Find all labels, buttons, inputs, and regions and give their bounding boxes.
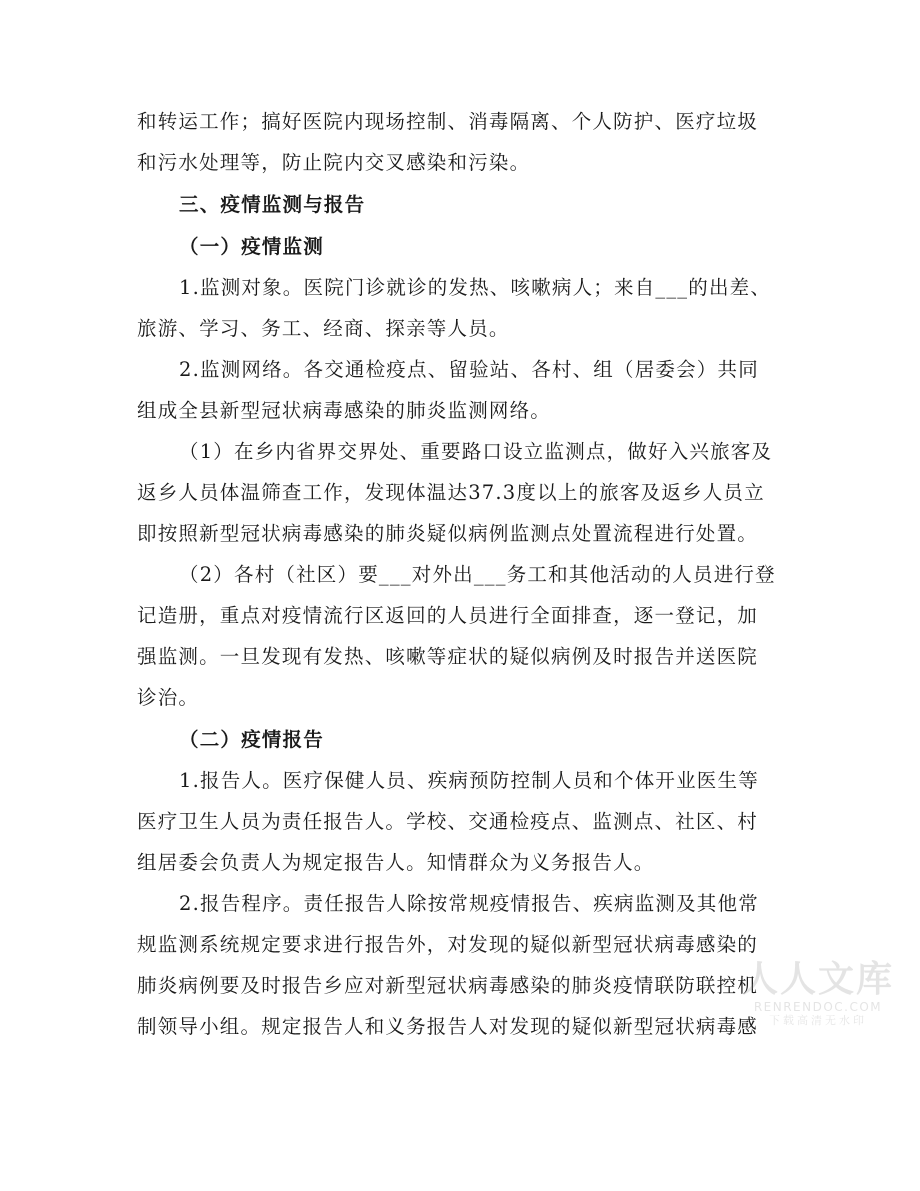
paragraph-line: 和转运工作；搞好医院内现场控制、消毒隔离、个人防护、医疗垃圾	[137, 110, 759, 133]
paragraph-line: 组成全县新型冠状病毒感染的肺炎监测网络。	[137, 399, 552, 422]
watermark-subtitle: 下载高清无水印	[769, 1014, 867, 1027]
watermark-url: RENRENDOC.COM	[753, 1000, 883, 1014]
paragraph-line: 规监测系统规定要求进行报告外，对发现的疑似新型冠状病毒感染的	[137, 933, 759, 956]
paragraph-line: 肺炎病例要及时报告乡应对新型冠状病毒感染的肺炎疫情联防联控机	[137, 974, 759, 997]
paragraph-line: 即按照新型冠状病毒感染的肺炎疑似病例监测点处置流程进行处置。	[137, 522, 759, 545]
paragraph-line: 2.报告程序。责任报告人除按常规疫情报告、疾病监测及其他常	[179, 892, 759, 915]
watermark-logo: 人人文库	[741, 959, 894, 1000]
paragraph-line: 诊治。	[137, 686, 200, 709]
paragraph-line: （2）各村（社区）要___对外出___务工和其他活动的人员进行登	[179, 563, 776, 586]
paragraph-line: 旅游、学习、务工、经商、探亲等人员。	[137, 317, 510, 340]
subsection-heading: （二）疫情报告	[179, 728, 324, 751]
paragraph-line: 1.监测对象。医院门诊就诊的发热、咳嗽病人；来自___的出差、	[179, 276, 772, 299]
watermark	[728, 960, 908, 1050]
paragraph-line: 强监测。一旦发现有发热、咳嗽等症状的疑似病例及时报告并送医院	[137, 645, 759, 668]
paragraph-line: 医疗卫生人员为责任报告人。学校、交通检疫点、监测点、社区、村	[137, 810, 759, 833]
paragraph-line: 记造册，重点对疫情流行区返回的人员进行全面排查，逐一登记，加	[137, 604, 759, 627]
paragraph-line: 组居委会负责人为规定报告人。知情群众为义务报告人。	[137, 851, 655, 874]
paragraph-line: 制领导小组。规定报告人和义务报告人对发现的疑似新型冠状病毒感	[137, 1015, 759, 1038]
paragraph-line: 返乡人员体温筛查工作，发现体温达37.3度以上的旅客及返乡人员立	[137, 481, 765, 504]
paragraph-line: 和污水处理等，防止院内交叉感染和污染。	[137, 151, 531, 174]
paragraph-line: 1.报告人。医疗保健人员、疾病预防控制人员和个体开业医生等	[179, 769, 759, 792]
paragraph-line: 2.监测网络。各交通检疫点、留验站、各村、组（居委会）共同	[179, 358, 759, 381]
paragraph-line: （1）在乡内省界交界处、重要路口设立监测点，做好入兴旅客及	[179, 440, 773, 463]
subsection-heading: （一）疫情监测	[179, 235, 324, 258]
section-heading: 三、疫情监测与报告	[179, 193, 366, 216]
